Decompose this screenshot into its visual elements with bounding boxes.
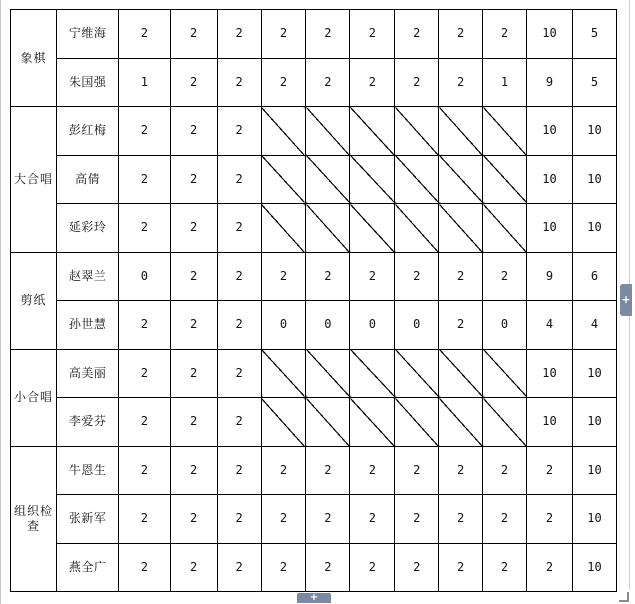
- score-cell[interactable]: 2: [395, 252, 439, 301]
- score-cell[interactable]: 2: [217, 543, 261, 592]
- subtotal-cell[interactable]: 2: [526, 495, 572, 544]
- score-cell[interactable]: 2: [261, 252, 306, 301]
- slashed-empty-cell[interactable]: [483, 155, 527, 204]
- slashed-empty-cell[interactable]: [350, 107, 395, 156]
- subtotal-cell[interactable]: 9: [526, 252, 572, 301]
- name-cell[interactable]: 牛恩生: [57, 446, 119, 495]
- table-row: [11, 155, 617, 204]
- score-cell[interactable]: 2: [350, 495, 395, 544]
- score-cell[interactable]: 2: [439, 543, 483, 592]
- score-cell[interactable]: 2: [350, 543, 395, 592]
- score-cell[interactable]: 2: [170, 349, 217, 398]
- total-cell[interactable]: 5: [573, 10, 617, 59]
- slashed-empty-cell[interactable]: [350, 349, 395, 398]
- score-cell[interactable]: 2: [306, 58, 350, 107]
- score-cell[interactable]: 2: [119, 543, 170, 592]
- score-cell[interactable]: 0: [306, 301, 350, 350]
- score-cell[interactable]: 0: [483, 301, 527, 350]
- score-cell[interactable]: 2: [217, 495, 261, 544]
- slashed-empty-cell[interactable]: [439, 107, 483, 156]
- slashed-empty-cell[interactable]: [439, 155, 483, 204]
- name-cell[interactable]: 高倩: [57, 155, 119, 204]
- score-cell[interactable]: 2: [170, 204, 217, 253]
- slashed-empty-cell[interactable]: [439, 204, 483, 253]
- score-cell[interactable]: 2: [170, 252, 217, 301]
- table-row: [11, 252, 617, 301]
- score-cell[interactable]: 2: [217, 107, 261, 156]
- slashed-empty-cell[interactable]: [395, 398, 439, 447]
- table-row: [11, 495, 617, 544]
- name-cell[interactable]: 彭红梅: [57, 107, 119, 156]
- score-cell[interactable]: 2: [217, 446, 261, 495]
- slashed-empty-cell[interactable]: [483, 349, 527, 398]
- score-cell[interactable]: 2: [350, 58, 395, 107]
- name-cell[interactable]: 孙世慧: [57, 301, 119, 350]
- total-cell[interactable]: 10: [573, 495, 617, 544]
- score-cell[interactable]: 2: [119, 155, 170, 204]
- subtotal-cell[interactable]: 10: [526, 107, 572, 156]
- score-cell[interactable]: 2: [119, 495, 170, 544]
- total-cell[interactable]: 5: [573, 58, 617, 107]
- score-cell[interactable]: 2: [439, 58, 483, 107]
- score-cell[interactable]: 2: [170, 398, 217, 447]
- score-cell[interactable]: 2: [261, 10, 306, 59]
- score-cell[interactable]: 2: [217, 301, 261, 350]
- total-cell[interactable]: 10: [573, 204, 617, 253]
- score-cell[interactable]: 2: [170, 10, 217, 59]
- total-cell[interactable]: 10: [573, 398, 617, 447]
- name-cell[interactable]: 赵翠兰: [57, 252, 119, 301]
- name-cell[interactable]: 燕全广: [57, 543, 119, 592]
- score-cell[interactable]: 2: [261, 446, 306, 495]
- score-cell[interactable]: 1: [483, 58, 527, 107]
- score-cell[interactable]: 0: [261, 301, 306, 350]
- score-cell[interactable]: 2: [350, 10, 395, 59]
- score-cell[interactable]: 2: [483, 446, 527, 495]
- subtotal-cell[interactable]: 10: [526, 349, 572, 398]
- score-cell[interactable]: 0: [395, 301, 439, 350]
- score-cell[interactable]: 2: [217, 204, 261, 253]
- page-left-edge: [0, 0, 1, 604]
- score-cell[interactable]: 1: [119, 58, 170, 107]
- name-cell[interactable]: 高美丽: [57, 349, 119, 398]
- slashed-empty-cell[interactable]: [261, 204, 306, 253]
- slashed-empty-cell[interactable]: [395, 155, 439, 204]
- total-cell[interactable]: 10: [573, 349, 617, 398]
- score-cell[interactable]: 2: [306, 252, 350, 301]
- slashed-empty-cell[interactable]: [395, 204, 439, 253]
- slashed-empty-cell[interactable]: [306, 204, 350, 253]
- slashed-empty-cell[interactable]: [395, 349, 439, 398]
- slashed-empty-cell[interactable]: [261, 349, 306, 398]
- total-cell[interactable]: 4: [573, 301, 617, 350]
- score-cell[interactable]: 2: [439, 252, 483, 301]
- score-cell[interactable]: 2: [119, 398, 170, 447]
- score-cell[interactable]: 2: [170, 543, 217, 592]
- slashed-empty-cell[interactable]: [350, 155, 395, 204]
- slashed-empty-cell[interactable]: [350, 204, 395, 253]
- score-cell[interactable]: 2: [483, 495, 527, 544]
- score-cell[interactable]: 2: [170, 495, 217, 544]
- total-cell[interactable]: 10: [573, 155, 617, 204]
- category-cell[interactable]: 剪纸: [11, 252, 57, 349]
- score-cell[interactable]: 2: [170, 107, 217, 156]
- score-cell[interactable]: 2: [439, 301, 483, 350]
- subtotal-cell[interactable]: 4: [526, 301, 572, 350]
- score-cell[interactable]: 0: [350, 301, 395, 350]
- slashed-empty-cell[interactable]: [306, 107, 350, 156]
- table-row: [11, 543, 617, 592]
- score-cell[interactable]: 2: [483, 10, 527, 59]
- name-cell[interactable]: 朱国强: [57, 58, 119, 107]
- score-cell[interactable]: 2: [170, 301, 217, 350]
- score-cell[interactable]: 2: [217, 10, 261, 59]
- slashed-empty-cell[interactable]: [439, 349, 483, 398]
- category-cell[interactable]: 小合唱: [11, 349, 57, 446]
- total-cell[interactable]: 10: [573, 107, 617, 156]
- name-cell[interactable]: 李爱芬: [57, 398, 119, 447]
- score-cell[interactable]: 2: [261, 543, 306, 592]
- score-cell[interactable]: 2: [119, 349, 170, 398]
- slashed-empty-cell[interactable]: [350, 398, 395, 447]
- score-cell[interactable]: 2: [483, 543, 527, 592]
- score-cell[interactable]: 2: [439, 10, 483, 59]
- table-row: [11, 349, 617, 398]
- score-cell[interactable]: 2: [217, 58, 261, 107]
- score-cell[interactable]: 2: [350, 446, 395, 495]
- slashed-empty-cell[interactable]: [261, 107, 306, 156]
- score-cell[interactable]: 0: [119, 252, 170, 301]
- score-cell[interactable]: 2: [119, 446, 170, 495]
- score-cell[interactable]: 2: [261, 58, 306, 107]
- score-cell[interactable]: 2: [395, 495, 439, 544]
- score-cell[interactable]: 2: [170, 155, 217, 204]
- table-row: [11, 10, 617, 59]
- score-cell[interactable]: 2: [350, 252, 395, 301]
- name-cell[interactable]: 张新军: [57, 495, 119, 544]
- score-cell[interactable]: 2: [119, 10, 170, 59]
- score-cell[interactable]: 2: [483, 252, 527, 301]
- score-cell[interactable]: 2: [395, 446, 439, 495]
- category-cell[interactable]: 大合唱: [11, 107, 57, 253]
- slashed-empty-cell[interactable]: [261, 398, 306, 447]
- slashed-empty-cell[interactable]: [306, 349, 350, 398]
- score-cell[interactable]: 2: [306, 495, 350, 544]
- score-table: [10, 9, 617, 592]
- slashed-empty-cell[interactable]: [306, 398, 350, 447]
- subtotal-cell[interactable]: 2: [526, 446, 572, 495]
- score-table-body: [11, 10, 617, 592]
- total-cell[interactable]: 10: [573, 543, 617, 592]
- table-row: [11, 58, 617, 107]
- score-cell[interactable]: 2: [306, 10, 350, 59]
- table-row: [11, 107, 617, 156]
- name-cell[interactable]: 宁维海: [57, 10, 119, 59]
- slashed-empty-cell[interactable]: [483, 204, 527, 253]
- score-cell[interactable]: 2: [217, 398, 261, 447]
- score-cell[interactable]: 2: [119, 107, 170, 156]
- subtotal-cell[interactable]: 9: [526, 58, 572, 107]
- score-cell[interactable]: 2: [306, 446, 350, 495]
- subtotal-cell[interactable]: 10: [526, 398, 572, 447]
- name-cell[interactable]: 延彩玲: [57, 204, 119, 253]
- score-cell[interactable]: 2: [439, 495, 483, 544]
- slashed-empty-cell[interactable]: [439, 398, 483, 447]
- score-cell[interactable]: 2: [119, 301, 170, 350]
- score-cell[interactable]: 2: [306, 543, 350, 592]
- table-row: [11, 301, 617, 350]
- score-cell[interactable]: 2: [261, 495, 306, 544]
- table-row: [11, 398, 617, 447]
- slashed-empty-cell[interactable]: [261, 155, 306, 204]
- score-cell[interactable]: 2: [170, 446, 217, 495]
- score-cell[interactable]: 2: [395, 58, 439, 107]
- subtotal-cell[interactable]: 10: [526, 204, 572, 253]
- total-cell[interactable]: 6: [573, 252, 617, 301]
- slashed-empty-cell[interactable]: [306, 155, 350, 204]
- slashed-empty-cell[interactable]: [483, 107, 527, 156]
- total-cell[interactable]: 10: [573, 446, 617, 495]
- category-cell[interactable]: 象棋: [11, 10, 57, 107]
- score-cell[interactable]: 2: [439, 446, 483, 495]
- slashed-empty-cell[interactable]: [483, 398, 527, 447]
- subtotal-cell[interactable]: 10: [526, 10, 572, 59]
- score-cell[interactable]: 2: [395, 10, 439, 59]
- table-row: [11, 446, 617, 495]
- add-column-handle[interactable]: +: [620, 284, 632, 316]
- score-cell[interactable]: 2: [217, 252, 261, 301]
- add-row-handle[interactable]: +: [297, 593, 331, 603]
- table-row: [11, 204, 617, 253]
- score-cell[interactable]: 2: [395, 543, 439, 592]
- score-cell[interactable]: 2: [217, 155, 261, 204]
- score-cell[interactable]: 2: [170, 58, 217, 107]
- category-cell[interactable]: 组织检查: [11, 446, 57, 592]
- score-cell[interactable]: 2: [119, 204, 170, 253]
- table-resize-handle[interactable]: [619, 592, 629, 602]
- subtotal-cell[interactable]: 10: [526, 155, 572, 204]
- score-cell[interactable]: 2: [217, 349, 261, 398]
- slashed-empty-cell[interactable]: [395, 107, 439, 156]
- subtotal-cell[interactable]: 2: [526, 543, 572, 592]
